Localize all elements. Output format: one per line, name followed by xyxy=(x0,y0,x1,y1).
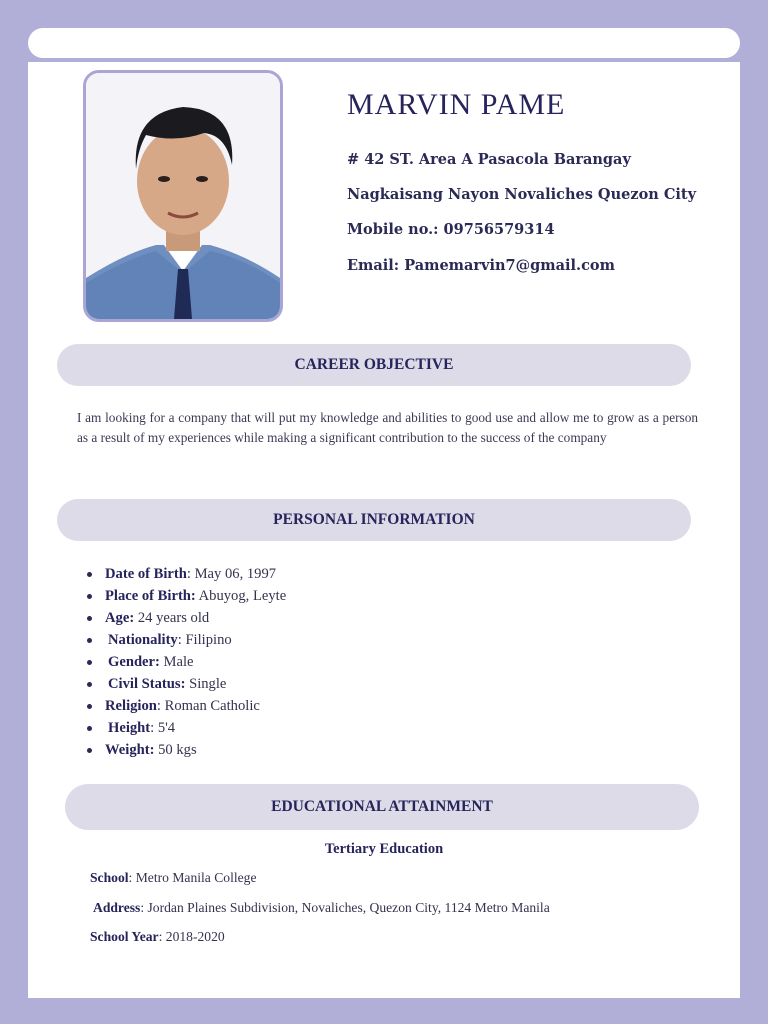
list-item xyxy=(105,607,286,629)
item-sep: : xyxy=(177,632,186,648)
item-label: Civil Status: xyxy=(108,676,186,692)
item-sep: : xyxy=(186,566,195,582)
address-line-2: Nagkaisang Nayon Novaliches Quezon City xyxy=(347,186,696,203)
item-value: May 06, 1997 xyxy=(194,566,277,582)
item-value: Single xyxy=(189,676,227,692)
list-item xyxy=(105,651,286,673)
education-level: Tertiary Education xyxy=(324,841,444,857)
item-label: Nationality xyxy=(108,632,178,648)
personal-information-heading: PERSONAL INFORMATION xyxy=(57,499,691,541)
item-label: Gender: xyxy=(108,654,160,670)
item-value: Filipino xyxy=(185,632,232,648)
item-value: Roman Catholic xyxy=(164,698,260,714)
personal-info-list xyxy=(105,563,286,761)
list-item xyxy=(105,673,286,695)
educational-attainment-heading: EDUCATIONAL ATTAINMENT xyxy=(65,784,699,830)
school-row xyxy=(90,870,257,886)
top-decor-bar xyxy=(28,28,740,58)
school-label: School xyxy=(90,870,129,885)
list-item xyxy=(105,629,286,651)
career-objective-heading: CAREER OBJECTIVE xyxy=(57,344,691,386)
item-value: 50 kgs xyxy=(158,742,197,758)
address-line-1: # 42 ST. Area A Pasacola Barangay xyxy=(347,151,631,168)
item-value: Male xyxy=(163,654,194,670)
item-label: Weight: xyxy=(105,742,155,758)
item-label: Place of Birth: xyxy=(105,588,196,604)
address-value: : Jordan Plaines Subdivision, Novaliches, Quezon City, 1124 Metro Manila xyxy=(140,900,550,915)
item-label: Religion xyxy=(105,698,157,714)
list-item xyxy=(105,563,286,585)
portrait-illustration xyxy=(86,73,280,319)
item-label: Age: xyxy=(105,610,135,626)
email-address: Email: Pamemarvin7@gmail.com xyxy=(347,257,615,274)
school-year-row xyxy=(90,929,225,945)
item-label: Height xyxy=(108,720,151,736)
list-item xyxy=(105,585,286,607)
list-item xyxy=(105,695,286,717)
career-objective-text: I am looking for a company that will put my knowledge and abilities to good use and allow me to grow as a person as a result of my experiences while making a significant contribution to the success of the company xyxy=(77,410,698,445)
item-sep: : xyxy=(156,698,165,714)
candidate-name: MARVIN PAME xyxy=(347,88,566,121)
item-value: 5'4 xyxy=(157,720,176,736)
address-row xyxy=(93,900,550,916)
item-value: 24 years old xyxy=(137,610,210,626)
school-value: : Metro Manila College xyxy=(128,870,257,885)
list-item xyxy=(105,717,286,739)
school-year-label: School Year xyxy=(90,929,159,944)
item-sep: : xyxy=(150,720,158,736)
profile-photo xyxy=(83,70,283,322)
list-item xyxy=(105,739,286,761)
school-year-value: : 2018-2020 xyxy=(158,929,225,944)
item-value: Abuyog, Leyte xyxy=(198,588,287,604)
mobile-number: Mobile no.: 09756579314 xyxy=(347,221,555,238)
item-label: Date of Birth xyxy=(105,566,187,582)
address-label: Address xyxy=(93,900,141,915)
